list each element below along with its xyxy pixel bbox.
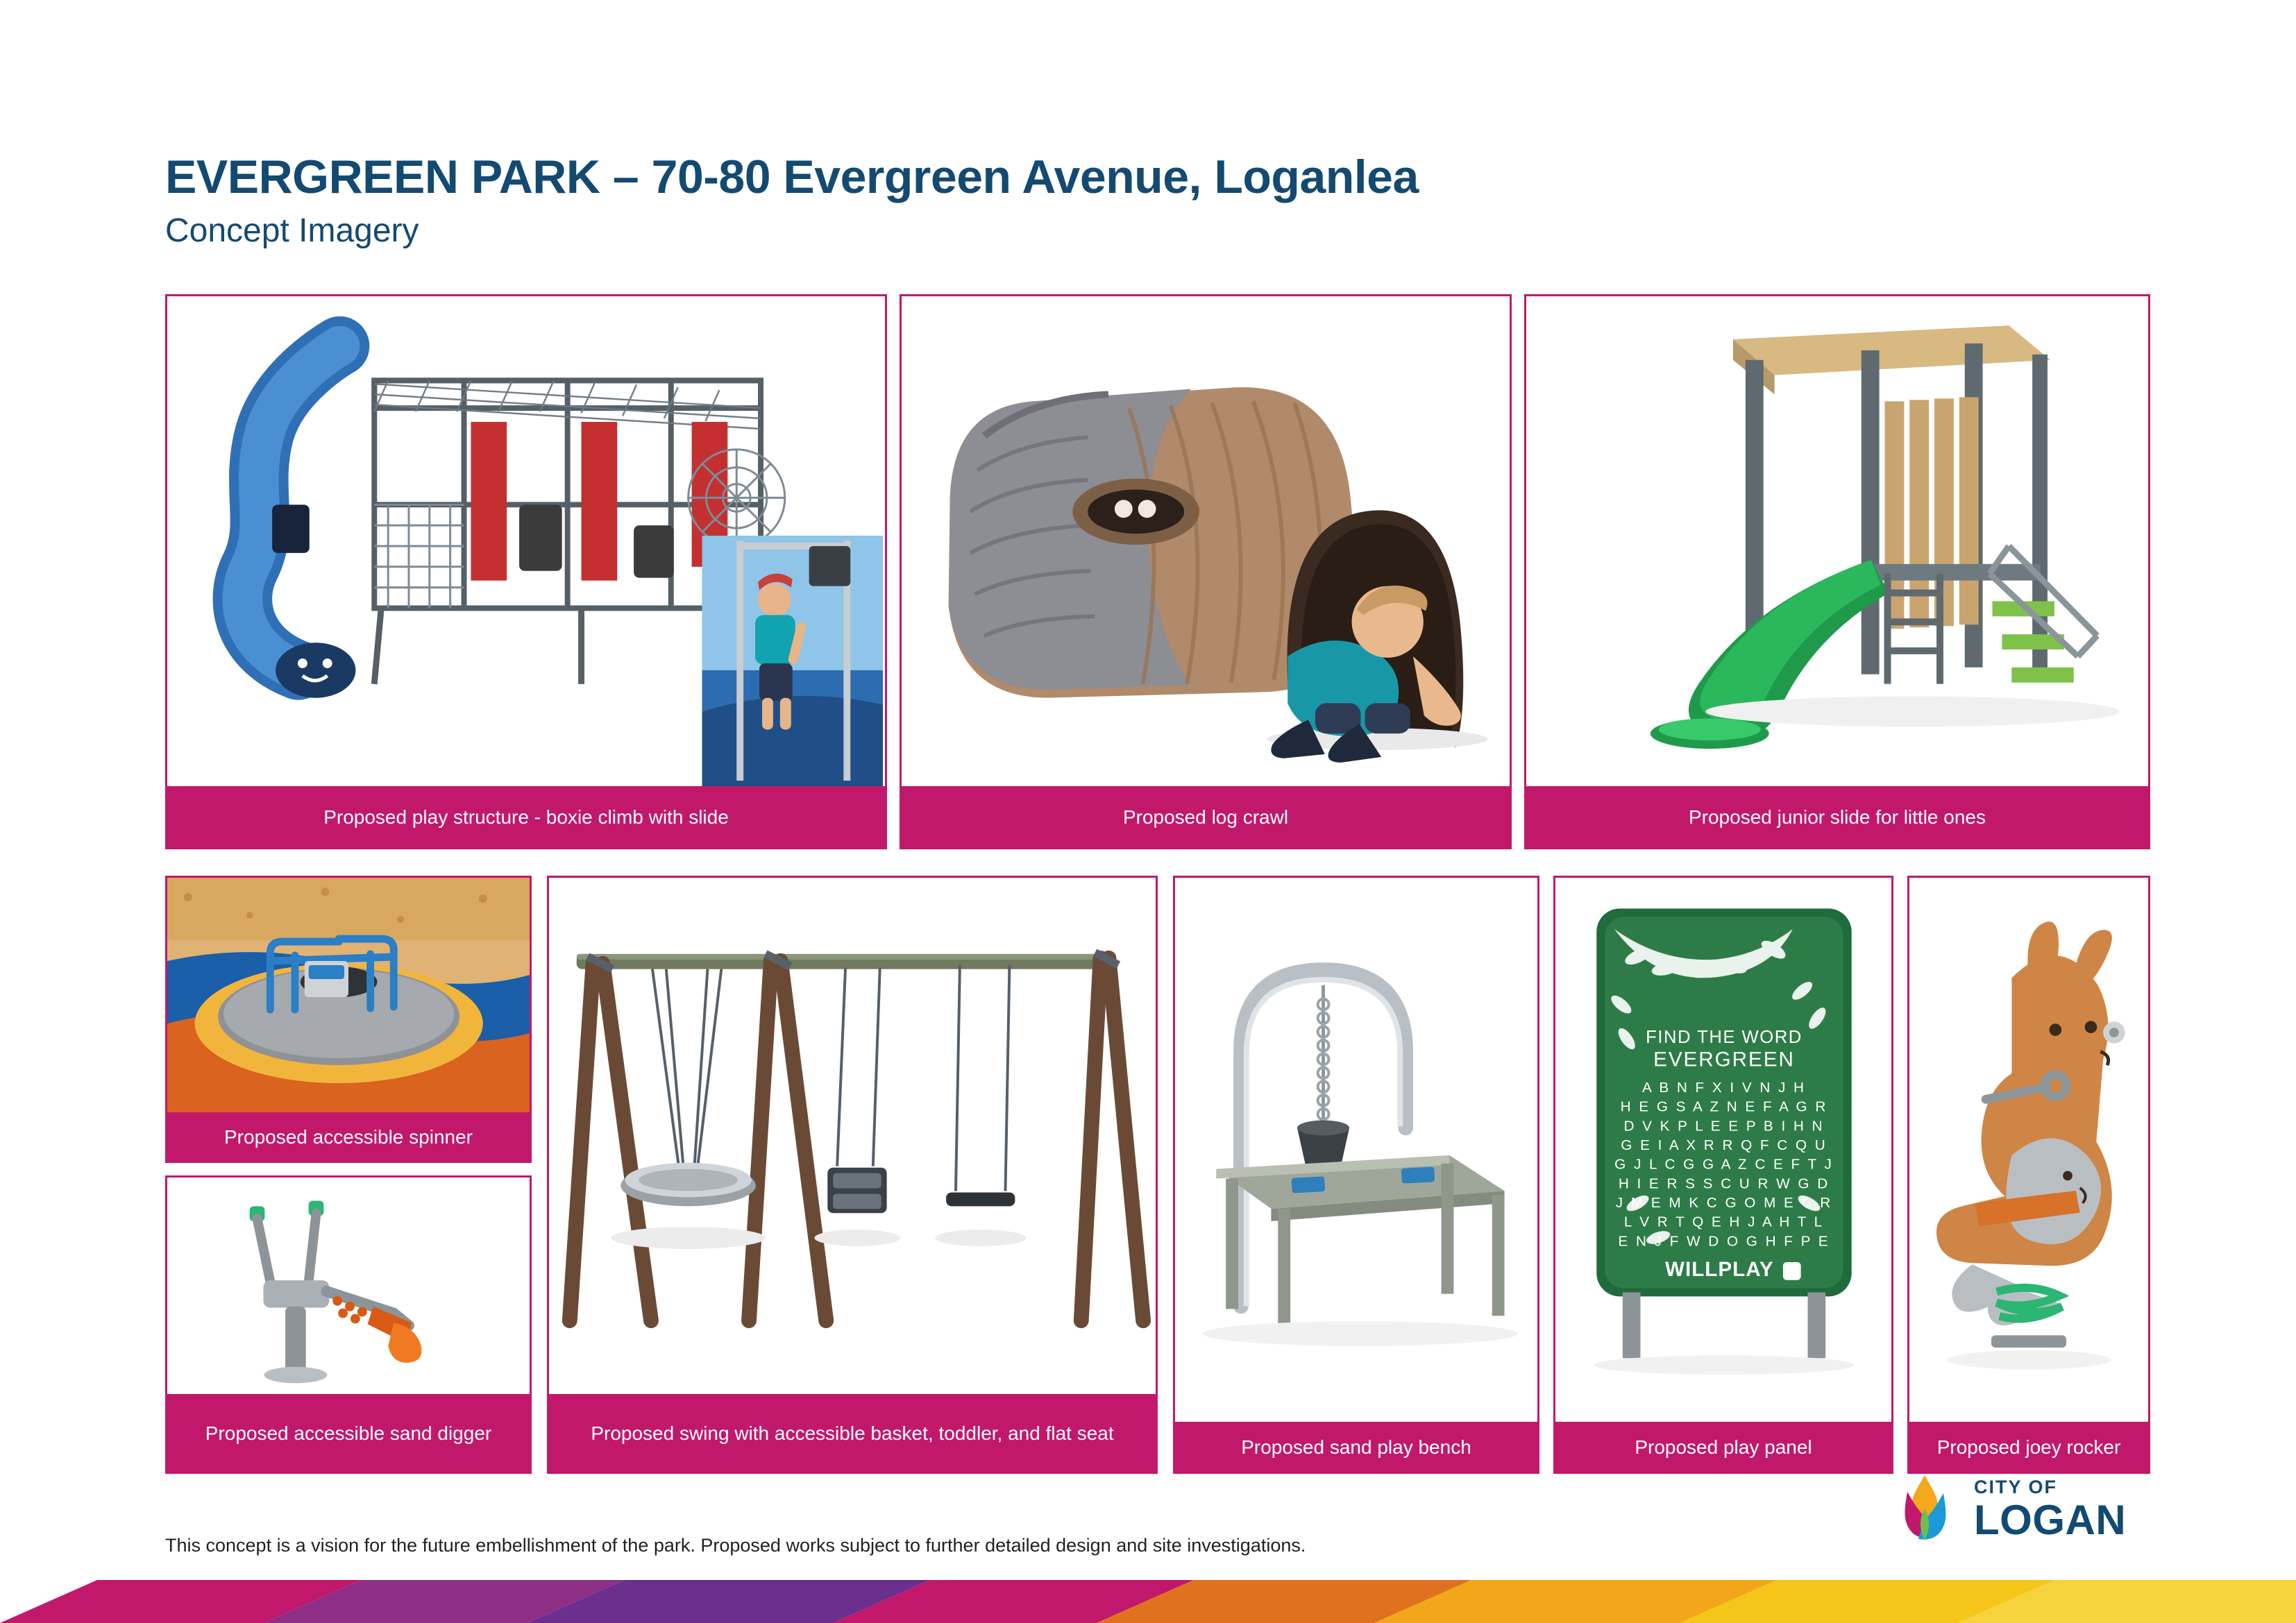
accessible-spinner-illustration [167, 878, 530, 1116]
junior-play-tower-illustration [1526, 296, 2148, 790]
accessible-sand-digger-illustration [167, 1178, 530, 1398]
svg-text:WILLPLAY: WILLPLAY [1665, 1257, 1774, 1281]
decorative-bottom-bar [0, 1580, 2296, 1623]
card-joey-rocker [1907, 876, 2150, 1474]
svg-text:J M E M K C G O M E C R: J M E M K C G O M E C R [1615, 1195, 1833, 1212]
card-caption: Proposed play panel [1555, 1422, 1891, 1472]
kangaroo-joey-spring-rocker-illustration [1909, 878, 2148, 1426]
sand-bench-image [1175, 878, 1537, 1426]
log-crawl-image [902, 296, 1510, 790]
logo-line-1: CITY OF [1974, 1477, 2058, 1497]
svg-text:A B N F X I V N J H: A B N F X I V N J H [1641, 1080, 1807, 1096]
svg-text:G E I A X R R Q F C Q U: G E I A X R R Q F C Q U [1621, 1137, 1827, 1154]
card-play-structure [165, 294, 887, 849]
svg-text:G J L C G G A Z C E F T J: G J L C G G A Z C E F T J [1614, 1156, 1834, 1173]
sand-play-bench-illustration [1175, 878, 1537, 1426]
joey-rocker-image [1909, 878, 2148, 1426]
page-subtitle: Concept Imagery [165, 212, 419, 250]
play-panel-image [1555, 878, 1891, 1426]
card-caption: Proposed sand play bench [1175, 1422, 1537, 1472]
logan-flower-icon [1886, 1472, 1963, 1545]
svg-text:H E G S A Z N E F A G R: H E G S A Z N E F A G R [1620, 1098, 1828, 1115]
spinner-image [167, 878, 530, 1116]
card-caption: Proposed accessible spinner [167, 1112, 530, 1161]
card-sand-digger [165, 1175, 532, 1474]
junior-slide-image [1526, 296, 2148, 790]
play-structure-image [167, 296, 885, 790]
card-swing [547, 876, 1158, 1474]
svg-text:FIND THE WORD: FIND THE WORD [1646, 1027, 1803, 1047]
city-of-logan-logo [1886, 1472, 2150, 1549]
card-log-crawl [900, 294, 1512, 849]
svg-text:EVERGREEN: EVERGREEN [1653, 1048, 1795, 1071]
disclaimer-text: This concept is a vision for the future embellishment of the park. Proposed works subject to further detailed design and site investigations. [165, 1535, 1306, 1556]
card-caption: Proposed junior slide for little ones [1526, 786, 2148, 847]
sand-digger-image [167, 1178, 530, 1398]
svg-text:E N J F W D O G H F P E: E N J F W D O G H F P E [1618, 1233, 1830, 1250]
three-bay-swing-set-illustration [549, 878, 1156, 1398]
svg-text:L V R T Q E H J A H T L: L V R T Q E H J A H T L [1623, 1214, 1825, 1230]
swing-image [549, 878, 1156, 1398]
logo-line-2: LOGAN [1974, 1497, 2127, 1543]
playground-climbing-structure-illustration [167, 296, 885, 790]
card-caption: Proposed accessible sand digger [167, 1394, 530, 1472]
card-caption: Proposed swing with accessible basket, toddler, and flat seat [549, 1394, 1156, 1472]
logo-text [1974, 1477, 2126, 1541]
chevron-stripe-graphic [0, 1580, 2296, 1623]
hollow-log-tunnel-illustration [902, 296, 1510, 790]
svg-text:D V K P L E E P B I H N: D V K P L E E P B I H N [1623, 1118, 1825, 1135]
card-caption: Proposed play structure - boxie climb with slide [167, 786, 885, 847]
card-junior-slide [1524, 294, 2150, 849]
card-play-panel [1553, 876, 1893, 1474]
header [165, 153, 2150, 250]
svg-text:H I E R S S C U R W G D: H I E R S S C U R W G D [1618, 1175, 1830, 1192]
card-sand-bench [1173, 876, 1539, 1474]
page-title: EVERGREEN PARK – 70-80 Evergreen Avenue, Loganlea [165, 151, 1419, 203]
card-accessible-spinner [165, 876, 532, 1163]
find-the-word-panel-illustration [1555, 878, 1891, 1426]
card-caption: Proposed joey rocker [1909, 1422, 2148, 1472]
card-caption: Proposed log crawl [902, 786, 1510, 847]
